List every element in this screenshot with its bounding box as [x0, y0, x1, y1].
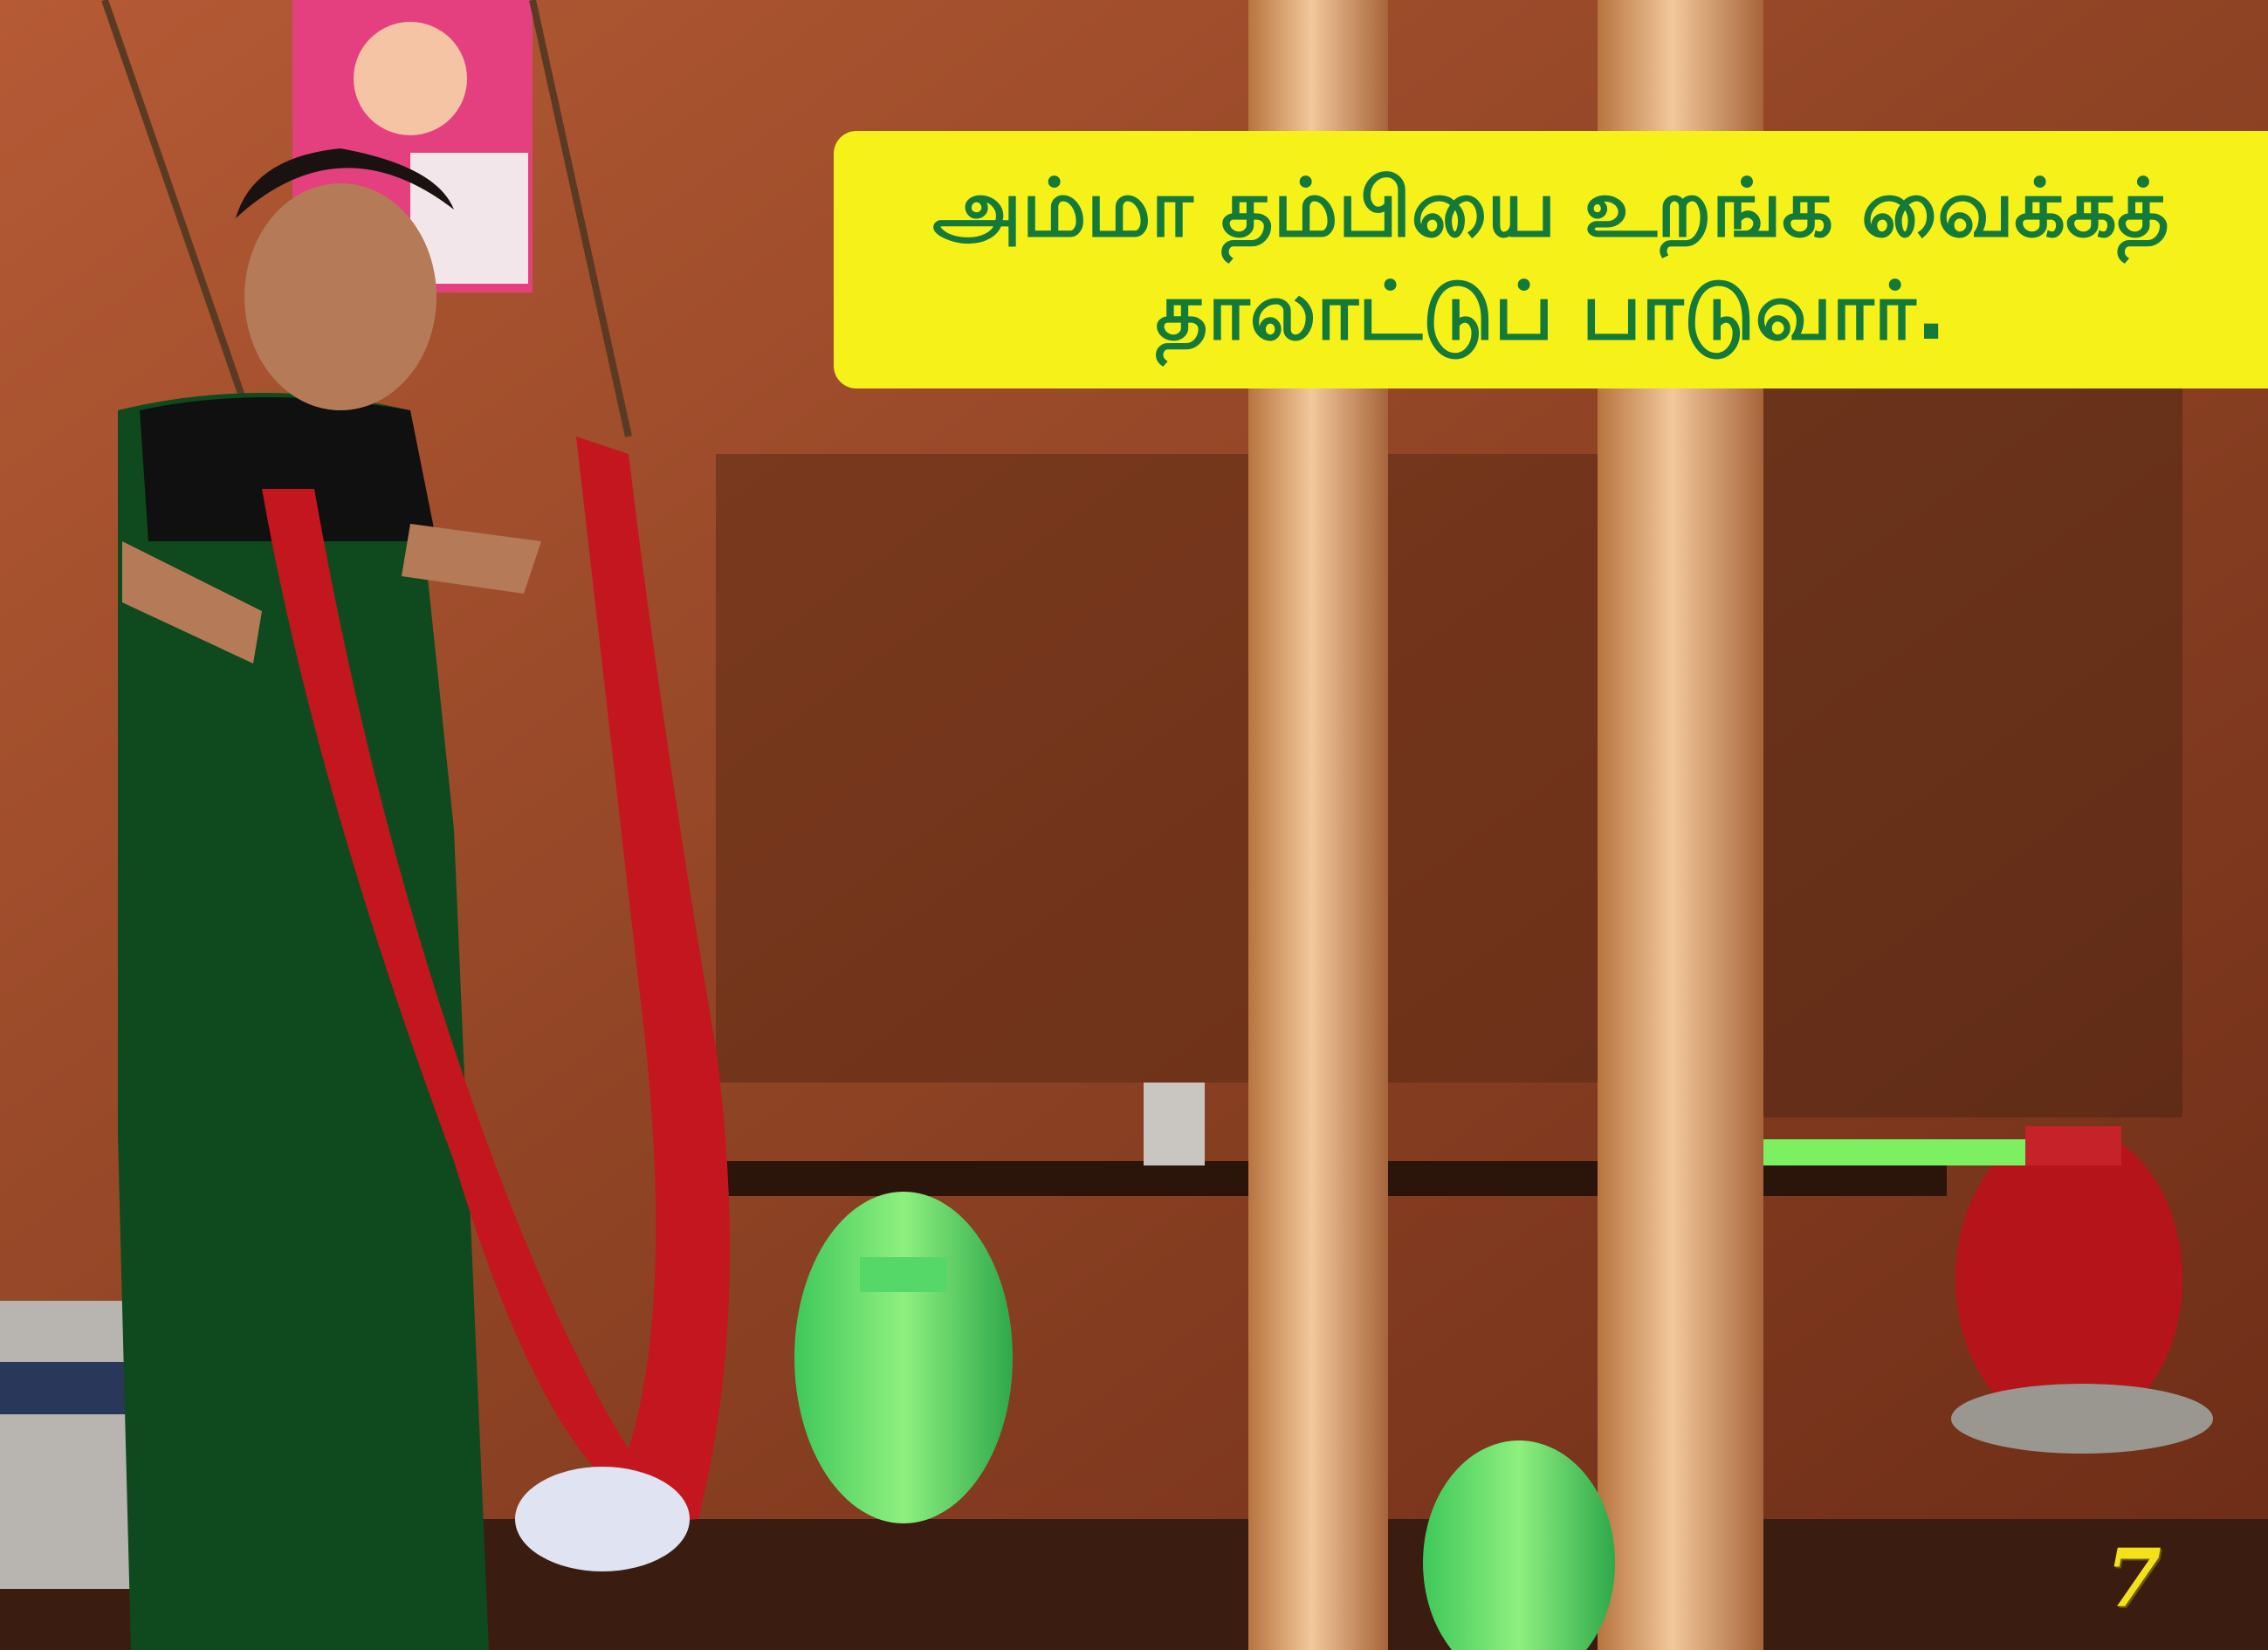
steel-tumbler: [1144, 1083, 1205, 1165]
page-number: 7: [2106, 1531, 2162, 1626]
wall-dark-patch: [716, 454, 1632, 1083]
green-pot-center: [794, 1192, 1013, 1523]
steel-plate: [1951, 1384, 2213, 1454]
caption-box: [834, 131, 2268, 388]
green-strip: [1763, 1139, 2025, 1165]
white-bucket: [515, 1467, 690, 1571]
caption-line-2: தாலாட்டுப் பாடுவார்.: [1155, 264, 1947, 358]
wall-right-dark: [1746, 332, 2182, 1117]
caption-line-1: அம்மா தம்பியை உறங்க வைக்கத்: [932, 161, 2169, 255]
steel-vessel-left: [0, 1301, 144, 1589]
